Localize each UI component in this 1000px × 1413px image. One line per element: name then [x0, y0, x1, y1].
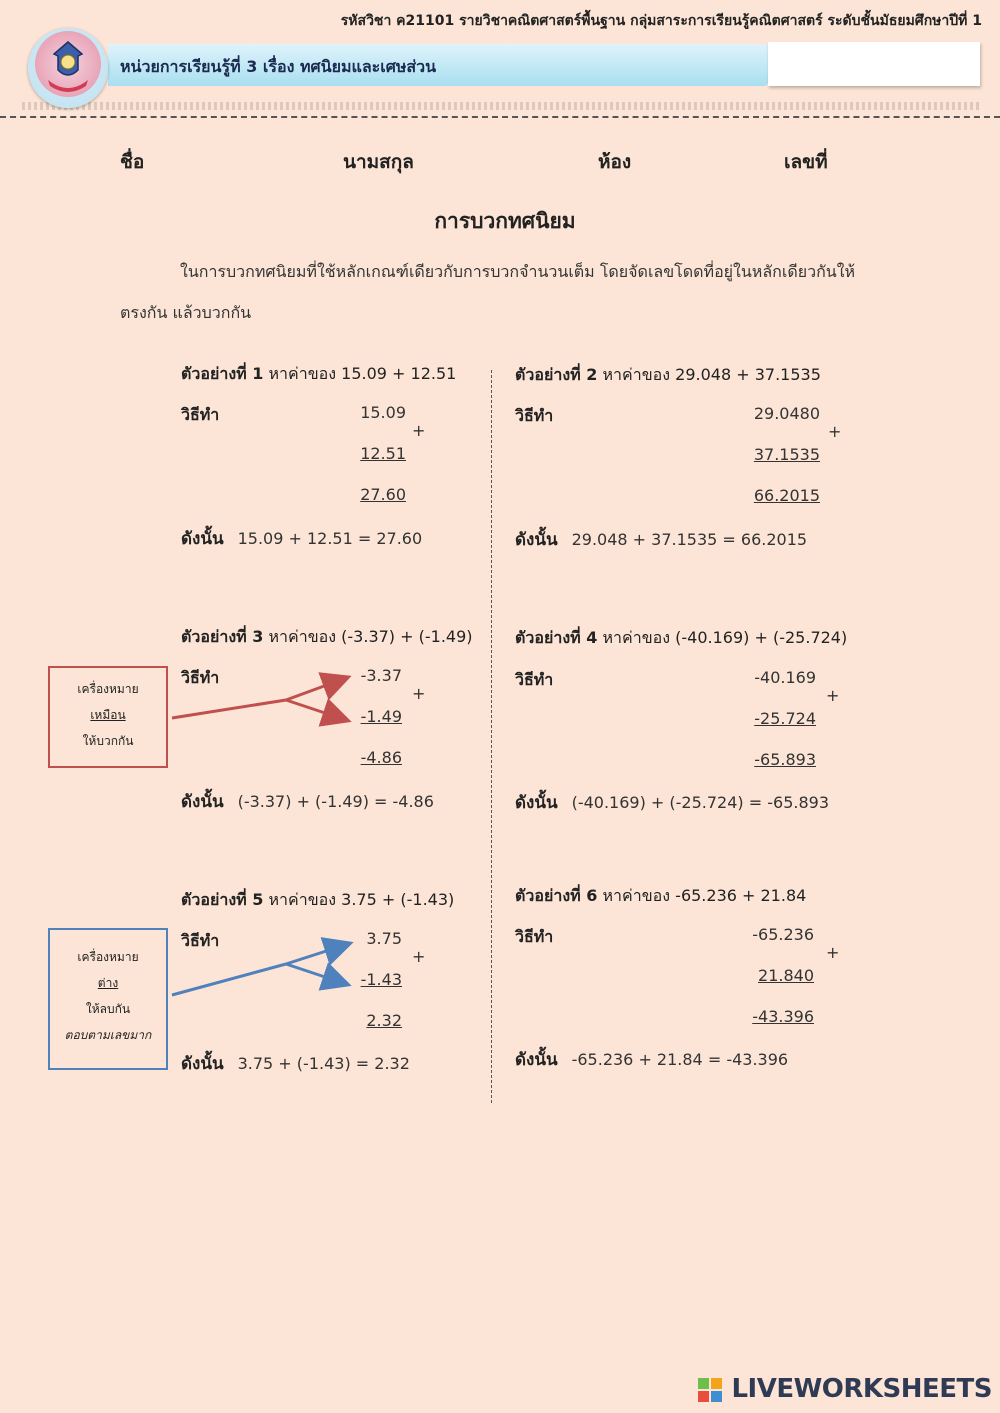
example-4-plus: +	[826, 686, 840, 705]
example-1-plus: +	[412, 421, 426, 440]
room-field-label: ห้อง	[598, 151, 632, 173]
example-4-method-label: วิธีทำ	[515, 670, 554, 689]
example-1-operand-a: 15.09	[360, 403, 406, 422]
example-4-answer: ดังนั้น (-40.169) + (-25.724) = -65.893	[515, 793, 829, 813]
example-6-answer: ดังนั้น -65.236 + 21.84 = -43.396	[515, 1050, 789, 1070]
unit-title: หน่วยการเรียนรู้ที่ 3 เรื่อง ทศนิยมและเศษส่วน	[120, 57, 437, 76]
example-5-answer: ดังนั้น 3.75 + (-1.43) = 2.32	[181, 1054, 410, 1074]
example-5-operand-a: 3.75	[366, 929, 402, 948]
example-1-title: ตัวอย่างที่ 1 หาค่าของ 15.09 + 12.51	[181, 364, 457, 383]
diff-sign-note-line-4: ตอบตามเลขมาก	[64, 1028, 152, 1042]
liveworksheets-logo-icon	[698, 1378, 722, 1402]
example-6-operand-b: 21.840	[758, 966, 814, 985]
red-arrow-icon	[172, 678, 346, 720]
example-5-plus: +	[412, 947, 426, 966]
example-4-title: ตัวอย่างที่ 4 หาค่าของ (-40.169) + (-25.724)	[515, 628, 848, 647]
example-5-title: ตัวอย่างที่ 5 หาค่าของ 3.75 + (-1.43)	[181, 890, 455, 909]
example-2-operand-b: 37.1535	[753, 445, 820, 464]
name-field-label: ชื่อ	[120, 151, 145, 173]
example-1-method-label: วิธีทำ	[181, 405, 220, 424]
diff-sign-note-line-1: เครื่องหมาย	[77, 950, 139, 964]
example-6-method-label: วิธีทำ	[515, 927, 554, 946]
example-6-title: ตัวอย่างที่ 6 หาค่าของ -65.236 + 21.84	[515, 886, 807, 905]
example-6-operand-a: -65.236	[752, 925, 814, 944]
example-1-result: 27.60	[360, 485, 406, 504]
example-4-result: -65.893	[754, 750, 816, 769]
course-info: รหัสวิชา ค21101 รายวิชาคณิตศาสตร์พื้นฐาน กลุ่มสาระการเรียนรู้คณิตศาสตร์ ระดับชั้นมัธยมศึกษาปีที่ 1	[340, 13, 982, 29]
example-2-operand-a: 29.0480	[753, 404, 820, 423]
example-6-plus: +	[826, 943, 840, 962]
example-5-method-label: วิธีทำ	[181, 931, 220, 950]
example-2-plus: +	[828, 422, 842, 441]
example-3-result: -4.86	[360, 748, 402, 767]
surname-field-label: นามสกุล	[343, 151, 414, 173]
example-3-operand-a: -3.37	[360, 666, 402, 685]
example-3-operand-b: -1.49	[360, 707, 402, 726]
example-3-title: ตัวอย่างที่ 3 หาค่าของ (-3.37) + (-1.49)	[181, 627, 473, 646]
example-2-result: 66.2015	[753, 486, 820, 505]
same-sign-note-line-1: เครื่องหมาย	[77, 682, 139, 696]
example-1-answer: ดังนั้น 15.09 + 12.51 = 27.60	[181, 529, 423, 549]
example-2-answer: ดังนั้น 29.048 + 37.1535 = 66.2015	[515, 530, 808, 550]
example-3-answer: ดังนั้น (-3.37) + (-1.49) = -4.86	[181, 792, 434, 812]
example-3-method-label: วิธีทำ	[181, 668, 220, 687]
diff-sign-note-line-3: ให้ลบกัน	[85, 1002, 131, 1016]
example-5-result: 2.32	[366, 1011, 402, 1030]
intro-line-1: ในการบวกทศนิยมที่ใช้หลักเกณฑ์เดียวกับการบวกจำนวนเต็ม โดยจัดเลขโดดที่อยู่ในหลักเดียวกันให้	[180, 262, 856, 281]
example-4-operand-b: -25.724	[754, 709, 816, 728]
example-6-result: -43.396	[752, 1007, 814, 1026]
same-sign-note-line-2: เหมือน	[90, 708, 126, 722]
example-1-operand-b: 12.51	[360, 444, 406, 463]
page-title: การบวกทศนิยม	[434, 209, 576, 233]
liveworksheets-brand[interactable]: LIVEWORKSHEETS	[731, 1374, 992, 1404]
number-field-label: เลขที่	[784, 151, 828, 173]
blue-arrow-icon	[172, 944, 348, 995]
intro-line-2: ตรงกัน แล้วบวกกัน	[120, 303, 252, 322]
example-2-method-label: วิธีทำ	[515, 406, 554, 425]
example-2-title: ตัวอย่างที่ 2 หาค่าของ 29.048 + 37.1535	[515, 365, 821, 384]
diff-sign-note-line-2: ต่าง	[97, 976, 119, 990]
example-3-plus: +	[412, 684, 426, 703]
example-4-operand-a: -40.169	[754, 668, 816, 687]
example-5-operand-b: -1.43	[360, 970, 402, 989]
same-sign-note-line-3: ให้บวกกัน	[82, 734, 134, 748]
